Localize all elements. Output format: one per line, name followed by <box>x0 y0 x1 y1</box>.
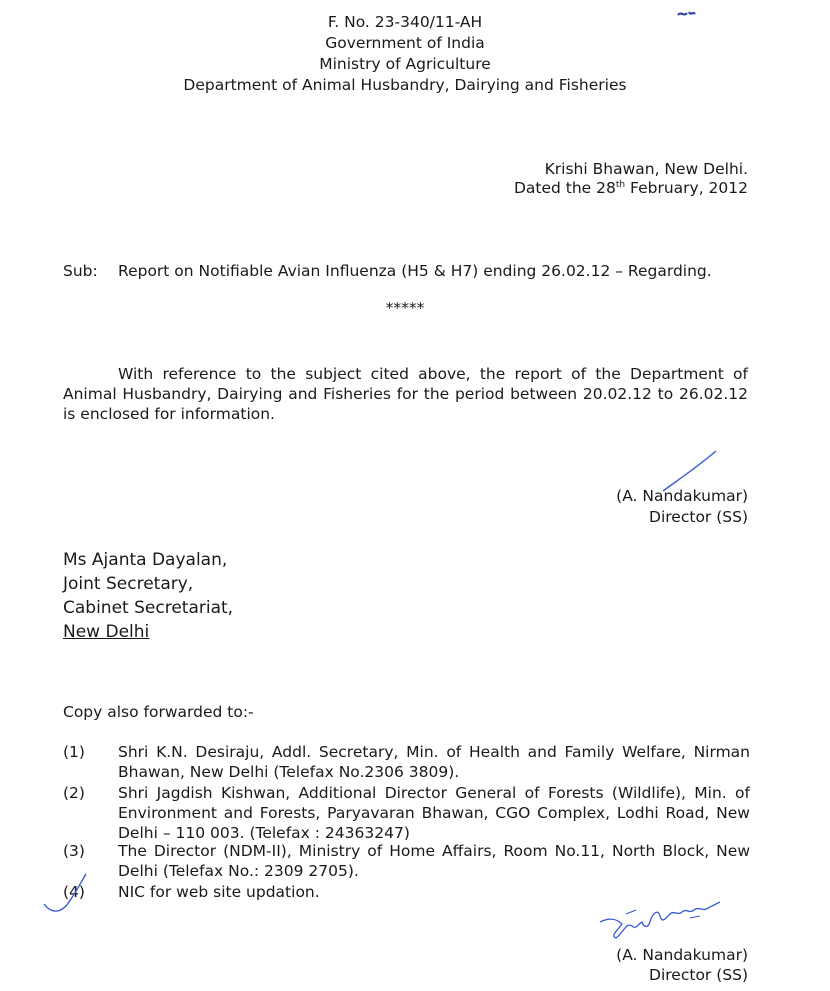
list-item-number: (2) <box>63 784 85 802</box>
signatory-designation: Director (SS) <box>649 508 748 526</box>
handwritten-signature-icon <box>596 896 726 942</box>
separator-stars: ***** <box>385 299 425 317</box>
ink-mark-icon <box>676 8 698 20</box>
list-item-number: (1) <box>63 743 85 761</box>
addressee-title: Joint Secretary, <box>63 574 194 594</box>
list-item-text: Shri K.N. Desiraju, Addl. Secretary, Min. of Health and Family Welfare, Nirman Bhawan, New Delhi (Telefax No.2306 3809). <box>118 743 750 781</box>
date-line: Dated the 28th February, 2012 <box>513 179 748 197</box>
department-line: Department of Animal Husbandry, Dairying and Fisheries <box>183 76 627 94</box>
checkmark-icon <box>40 870 90 916</box>
copy-heading: Copy also forwarded to:- <box>63 703 254 721</box>
subject-text: Report on Notifiable Avian Influenza (H5 & H7) ending 26.02.12 – Regarding. <box>118 262 712 280</box>
list-item-text: Shri Jagdish Kishwan, Additional Director General of Forests (Wildlife), Min. of Environment and Forests, Paryavaran Bhawan, CGO Complex, Lodhi Road, New Delhi – 110 003. (Telefax : 24363247) <box>118 784 750 842</box>
addressee-name: Ms Ajanta Dayalan, <box>63 550 228 570</box>
addressee-office: Cabinet Secretariat, <box>63 598 234 618</box>
subject-label: Sub: <box>63 262 98 280</box>
signatory-name: (A. Nandakumar) <box>616 946 748 964</box>
list-item-number: (3) <box>63 842 85 860</box>
list-item-number: (4) <box>63 883 85 901</box>
body-paragraph: With reference to the subject cited above, the report of the Department of Animal Husbandry, Dairying and Fisheries for the period between 20.02.12 to 26.02.12 is enclosed for information. <box>63 365 748 423</box>
place-line: Krishi Bhawan, New Delhi. <box>544 160 748 178</box>
addressee-city: New Delhi <box>63 622 150 642</box>
list-item-text: The Director (NDM-II), Ministry of Home Affairs, Room No.11, North Block, New Delhi (Telefax No.: 2309 2705). <box>118 842 750 880</box>
signatory-designation: Director (SS) <box>649 966 748 984</box>
list-item-text: NIC for web site updation. <box>118 883 320 901</box>
addressee-block <box>63 548 233 644</box>
government-line: Government of India <box>325 34 485 52</box>
signatory-name: (A. Nandakumar) <box>616 487 748 505</box>
file-number: F. No. 23-340/11-AH <box>327 13 483 31</box>
ministry-line: Ministry of Agriculture <box>319 55 491 73</box>
